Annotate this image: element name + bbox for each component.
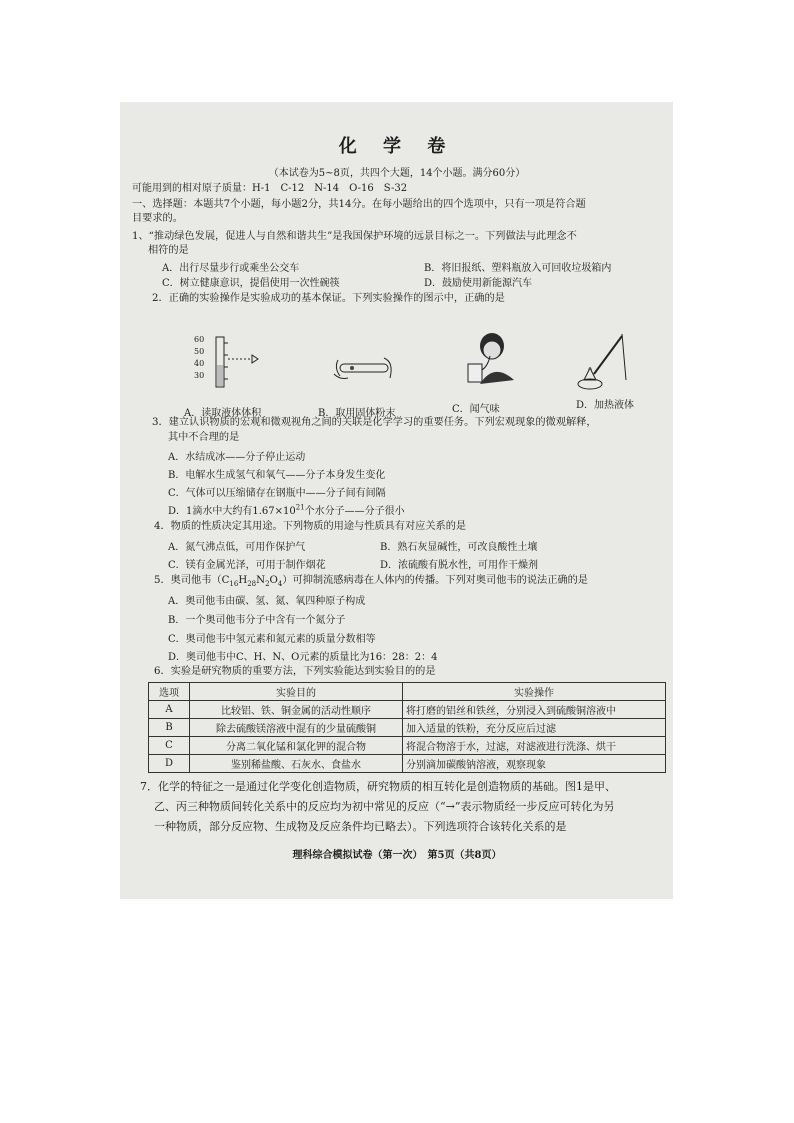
exam-subtitle: （本试卷为5~8页，共四个大题，14个小题。满分60分） <box>268 168 526 179</box>
q4-stem: 4．物质的性质决定其用途。下列物质的用途与性质具有对应关系的是 <box>154 521 467 532</box>
q5-sub-c: 16 <box>229 580 239 589</box>
q2-option-d: D．加热液体 <box>576 400 635 411</box>
q4-option-c: C．镁有金属光泽，可用于制作烟花 <box>168 560 326 571</box>
q5-sub-h: 28 <box>247 580 257 589</box>
q5-stem <box>154 574 588 591</box>
graduated-cylinder-figure <box>202 335 282 389</box>
test-tube-powder-figure <box>332 350 402 390</box>
table-header-purpose: 实验目的 <box>190 683 403 701</box>
table-header-option: 选项 <box>149 683 190 701</box>
q5-h: H <box>238 575 248 586</box>
q3-option-d-post: 个水分子——分子很小 <box>304 506 405 517</box>
q3-option-a: A．水结成冰——分子停止运动 <box>168 452 306 463</box>
q2-option-c: C．闻气味 <box>452 404 500 415</box>
q3-stem-line1: 3．建立认识物质的宏观和微观视角之间的关联是化学学习的重要任务。下列宏观现象的微观解释， <box>152 417 597 428</box>
row-option: D <box>149 755 190 773</box>
scale-60: 60 <box>194 335 205 344</box>
table-header-row <box>149 683 666 701</box>
q2-stem: 2．正确的实验操作是实验成功的基本保证。下列实验操作的图示中，正确的是 <box>152 293 505 304</box>
smelling-person-figure <box>462 330 522 390</box>
q2-option-b: B．取用固体粉末 <box>318 408 396 419</box>
q4-option-d: D．浓硫酸有脱水性，可用作干燥剂 <box>380 560 539 571</box>
section1-heading-line1: 一、选择题：本题共7个小题，每小题2分，共14分。在每小题给出的四个选项中，只有一项是符合题 <box>132 199 586 210</box>
q5-option-d: D．奥司他韦中C、H、N、O元素的质量比为16：28：2：4 <box>168 652 438 663</box>
exam-sheet <box>120 102 673 899</box>
row-option: A <box>149 701 190 719</box>
q5-stem-post: ）可抑制流感病毒在人体内的传播。下列对奥司他韦的说法正确的是 <box>282 575 588 586</box>
q2-figures <box>132 330 662 418</box>
row-option: C <box>149 737 190 755</box>
q5-n: N <box>256 575 266 586</box>
q5-o: O <box>269 575 278 586</box>
q6-stem: 6．实验是研究物质的重要方法，下列实验能达到实验目的的是 <box>154 666 436 677</box>
q3-stem-line2: 其中不合理的是 <box>168 432 240 443</box>
row-option: B <box>149 719 190 737</box>
q2-option-a: A．读取液体体积 <box>184 408 262 419</box>
section1-heading-line2: 目要求的。 <box>132 213 183 224</box>
q1-stem-line1: 1、“推动绿色发展，促进人与自然和谐共生”是我国保护环境的远景目标之一。下列做法与此理念不 <box>132 231 577 242</box>
q1-option-b: B．将旧报纸、塑料瓶放入可回收垃圾箱内 <box>424 263 612 274</box>
row-operation: 加入适量的铁粉，充分反应后过滤 <box>403 719 666 737</box>
table-row <box>149 719 666 737</box>
scale-50: 50 <box>194 347 205 356</box>
q1-option-c: C．树立健康意识，提倡使用一次性碗筷 <box>162 278 340 289</box>
q5-option-a: A．奥司他韦由碳、氢、氮、氧四种原子构成 <box>168 596 366 607</box>
scale-40: 40 <box>194 359 205 368</box>
q4-option-a: A．氮气沸点低，可用作保护气 <box>168 542 306 553</box>
row-purpose: 比较铝、铁、铜金属的活动性顺序 <box>190 701 403 719</box>
table-row <box>149 701 666 719</box>
page-title: 化 学 卷 <box>338 136 456 157</box>
q5-stem-pre: 5．奥司他韦（C <box>154 575 230 586</box>
q7-line3: 一种物质，部分反应物、生成物及反应条件均已略去）。下列选项符合该转化关系的是 <box>154 820 567 833</box>
q1-option-d: D．鼓励使用新能源汽车 <box>424 278 533 289</box>
table-row <box>149 755 666 773</box>
q4-option-b: B．熟石灰显碱性，可改良酸性土壤 <box>380 542 538 553</box>
page-footer: 理科综合模拟试卷（第一次） 第5页（共8页） <box>292 850 502 861</box>
q3-option-d-pre: D．1滴水中大约有1.67×10 <box>168 506 296 517</box>
q5-sub-n: 2 <box>265 580 270 589</box>
q1-option-a: A．出行尽量步行或乘坐公交车 <box>162 263 300 274</box>
row-purpose: 鉴别稀盐酸、石灰水、食盐水 <box>190 755 403 773</box>
q7-line2: 乙、丙三种物质间转化关系中的反应均为初中常见的反应（“→”表示物质经一步反应可转化为另 <box>154 800 615 813</box>
row-operation: 分别滴加碳酸钠溶液，观察现象 <box>403 755 666 773</box>
q5-sub-o: 4 <box>277 580 283 589</box>
q5-option-c: C．奥司他韦中氢元素和氮元素的质量分数相等 <box>168 634 376 645</box>
atomic-masses: 可能用到的相对原子质量：H-1 C-12 N-14 O-16 S-32 <box>132 183 408 194</box>
q6-experiment-table <box>148 682 666 773</box>
q5-option-b: B．一个奥司他韦分子中含有一个氮分子 <box>168 615 346 626</box>
q3-option-d <box>168 502 405 517</box>
row-purpose: 分离二氧化锰和氯化钾的混合物 <box>190 737 403 755</box>
scale-30: 30 <box>194 371 205 380</box>
q3-option-b: B．电解水生成氢气和氧气——分子本身发生变化 <box>168 470 386 481</box>
q1-stem-line2: 相符的是 <box>148 245 189 256</box>
row-operation: 将混合物溶于水，过滤，对滤液进行洗涤、烘干 <box>403 737 666 755</box>
table-row <box>149 737 666 755</box>
row-operation: 将打磨的铝丝和铁丝，分别浸入到硫酸铜溶液中 <box>403 701 666 719</box>
q3-option-c: C．气体可以压缩储存在钢瓶中——分子间有间隔 <box>168 488 386 499</box>
table-header-operation: 实验操作 <box>403 683 666 701</box>
heating-liquid-figure <box>572 330 632 392</box>
q3-option-d-exponent: 21 <box>295 503 305 512</box>
row-purpose: 除去硫酸镁溶液中混有的少量硫酸铜 <box>190 719 403 737</box>
q7-line1: 7．化学的特征之一是通过化学变化创造物质，研究物质的相互转化是创造物质的基础。图1是甲、 <box>140 780 616 793</box>
